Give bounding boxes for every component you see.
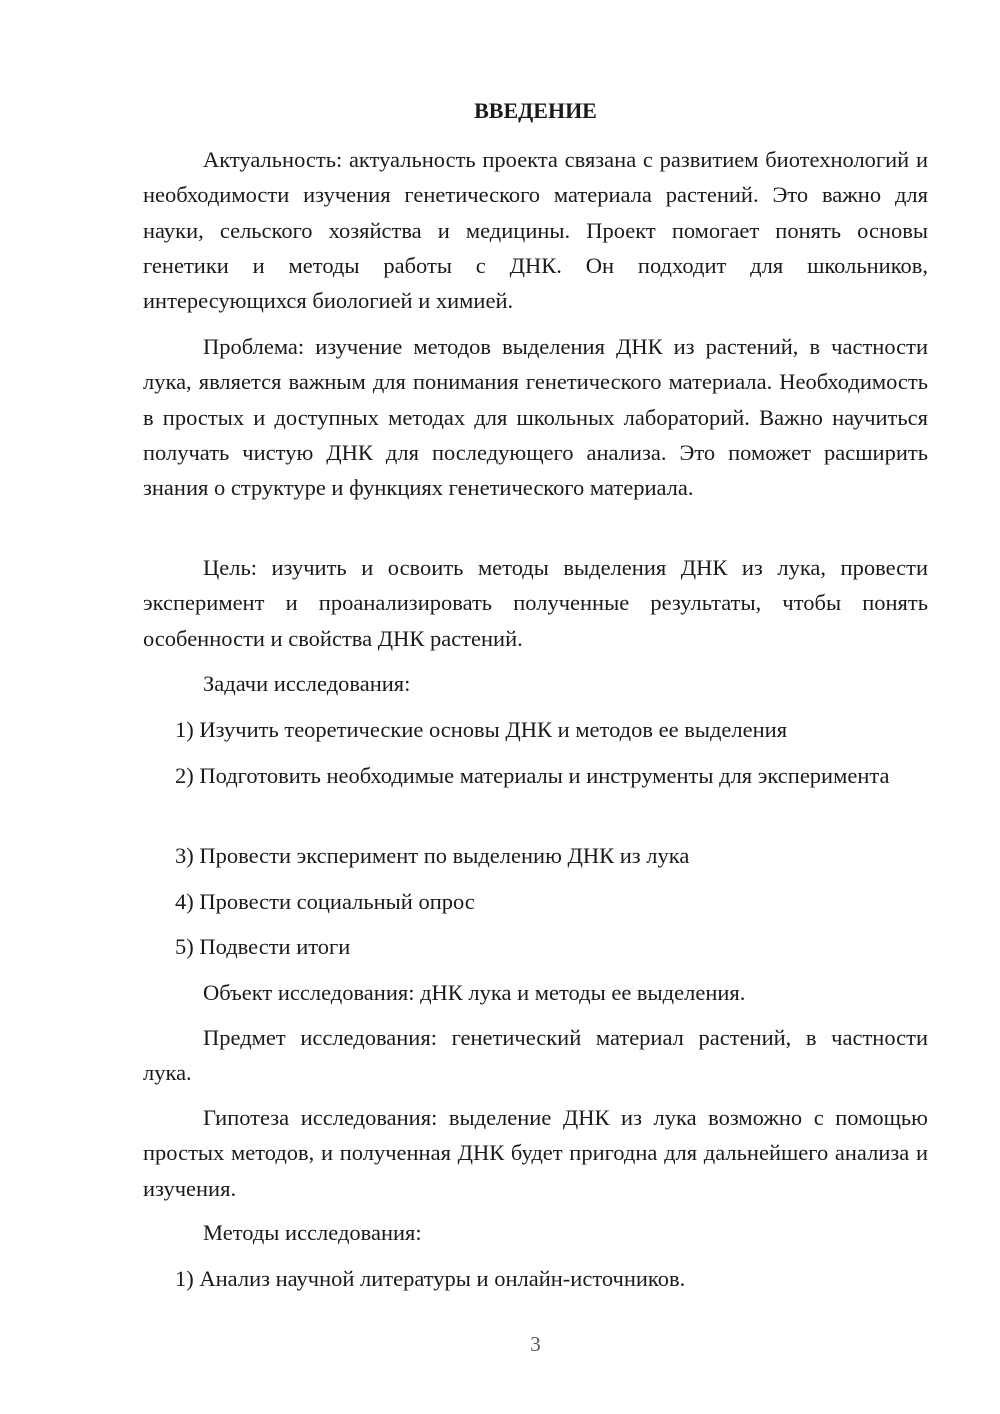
task-item-4: 4) Провести социальный опрос — [175, 889, 475, 914]
tasks-heading: Задачи исследования: — [203, 671, 411, 696]
object-paragraph: Объект исследования: дНК лука и методы ее выделения. — [203, 980, 746, 1005]
page-number: 3 — [530, 1332, 541, 1356]
task-item-5: 5) Подвести итоги — [175, 934, 351, 959]
subject-paragraph: Предмет исследования: генетический материал растений, в частности лука. — [143, 1025, 928, 1086]
relevance-paragraph: Актуальность: актуальность проекта связана с развитием биотехнологий и необходимости изучения генетического материала растений. Это важно для науки, сельского хозяйства и медицины. Проект помогает понять основы генетики и методы работы с ДНК. Он подходит для школьников, интересующихся биологией и химией. — [143, 147, 928, 314]
task-item-2: 2) Подготовить необходимые материалы и инструменты для эксперимента — [175, 763, 890, 788]
task-item-3: 3) Провести эксперимент по выделению ДНК из лука — [175, 843, 690, 868]
section-title: ВВЕДЕНИЕ — [474, 98, 597, 123]
methods-heading: Методы исследования: — [203, 1220, 422, 1245]
hypothesis-paragraph: Гипотеза исследования: выделение ДНК из лука возможно с помощью простых методов, и полученная ДНК будет пригодна для дальнейшего анализа и изучения. — [143, 1105, 928, 1201]
problem-paragraph: Проблема: изучение методов выделения ДНК из растений, в частности лука, является важным для понимания генетического материала. Необходимость в простых и доступных методах для школьных лабораторий. Важно научиться получать чистую ДНК для последующего анализа. Это поможет расширить знания о структуре и функциях генетического материала. — [143, 334, 928, 501]
goal-paragraph: Цель: изучить и освоить методы выделения ДНК из лука, провести эксперимент и проанализировать полученные результаты, чтобы понять особенности и свойства ДНК растений. — [143, 555, 928, 651]
document-page — [143, 0, 928, 1414]
method-item-1: 1) Анализ научной литературы и онлайн-источников. — [175, 1266, 686, 1291]
task-item-1: 1) Изучить теоретические основы ДНК и методов ее выделения — [175, 717, 788, 742]
